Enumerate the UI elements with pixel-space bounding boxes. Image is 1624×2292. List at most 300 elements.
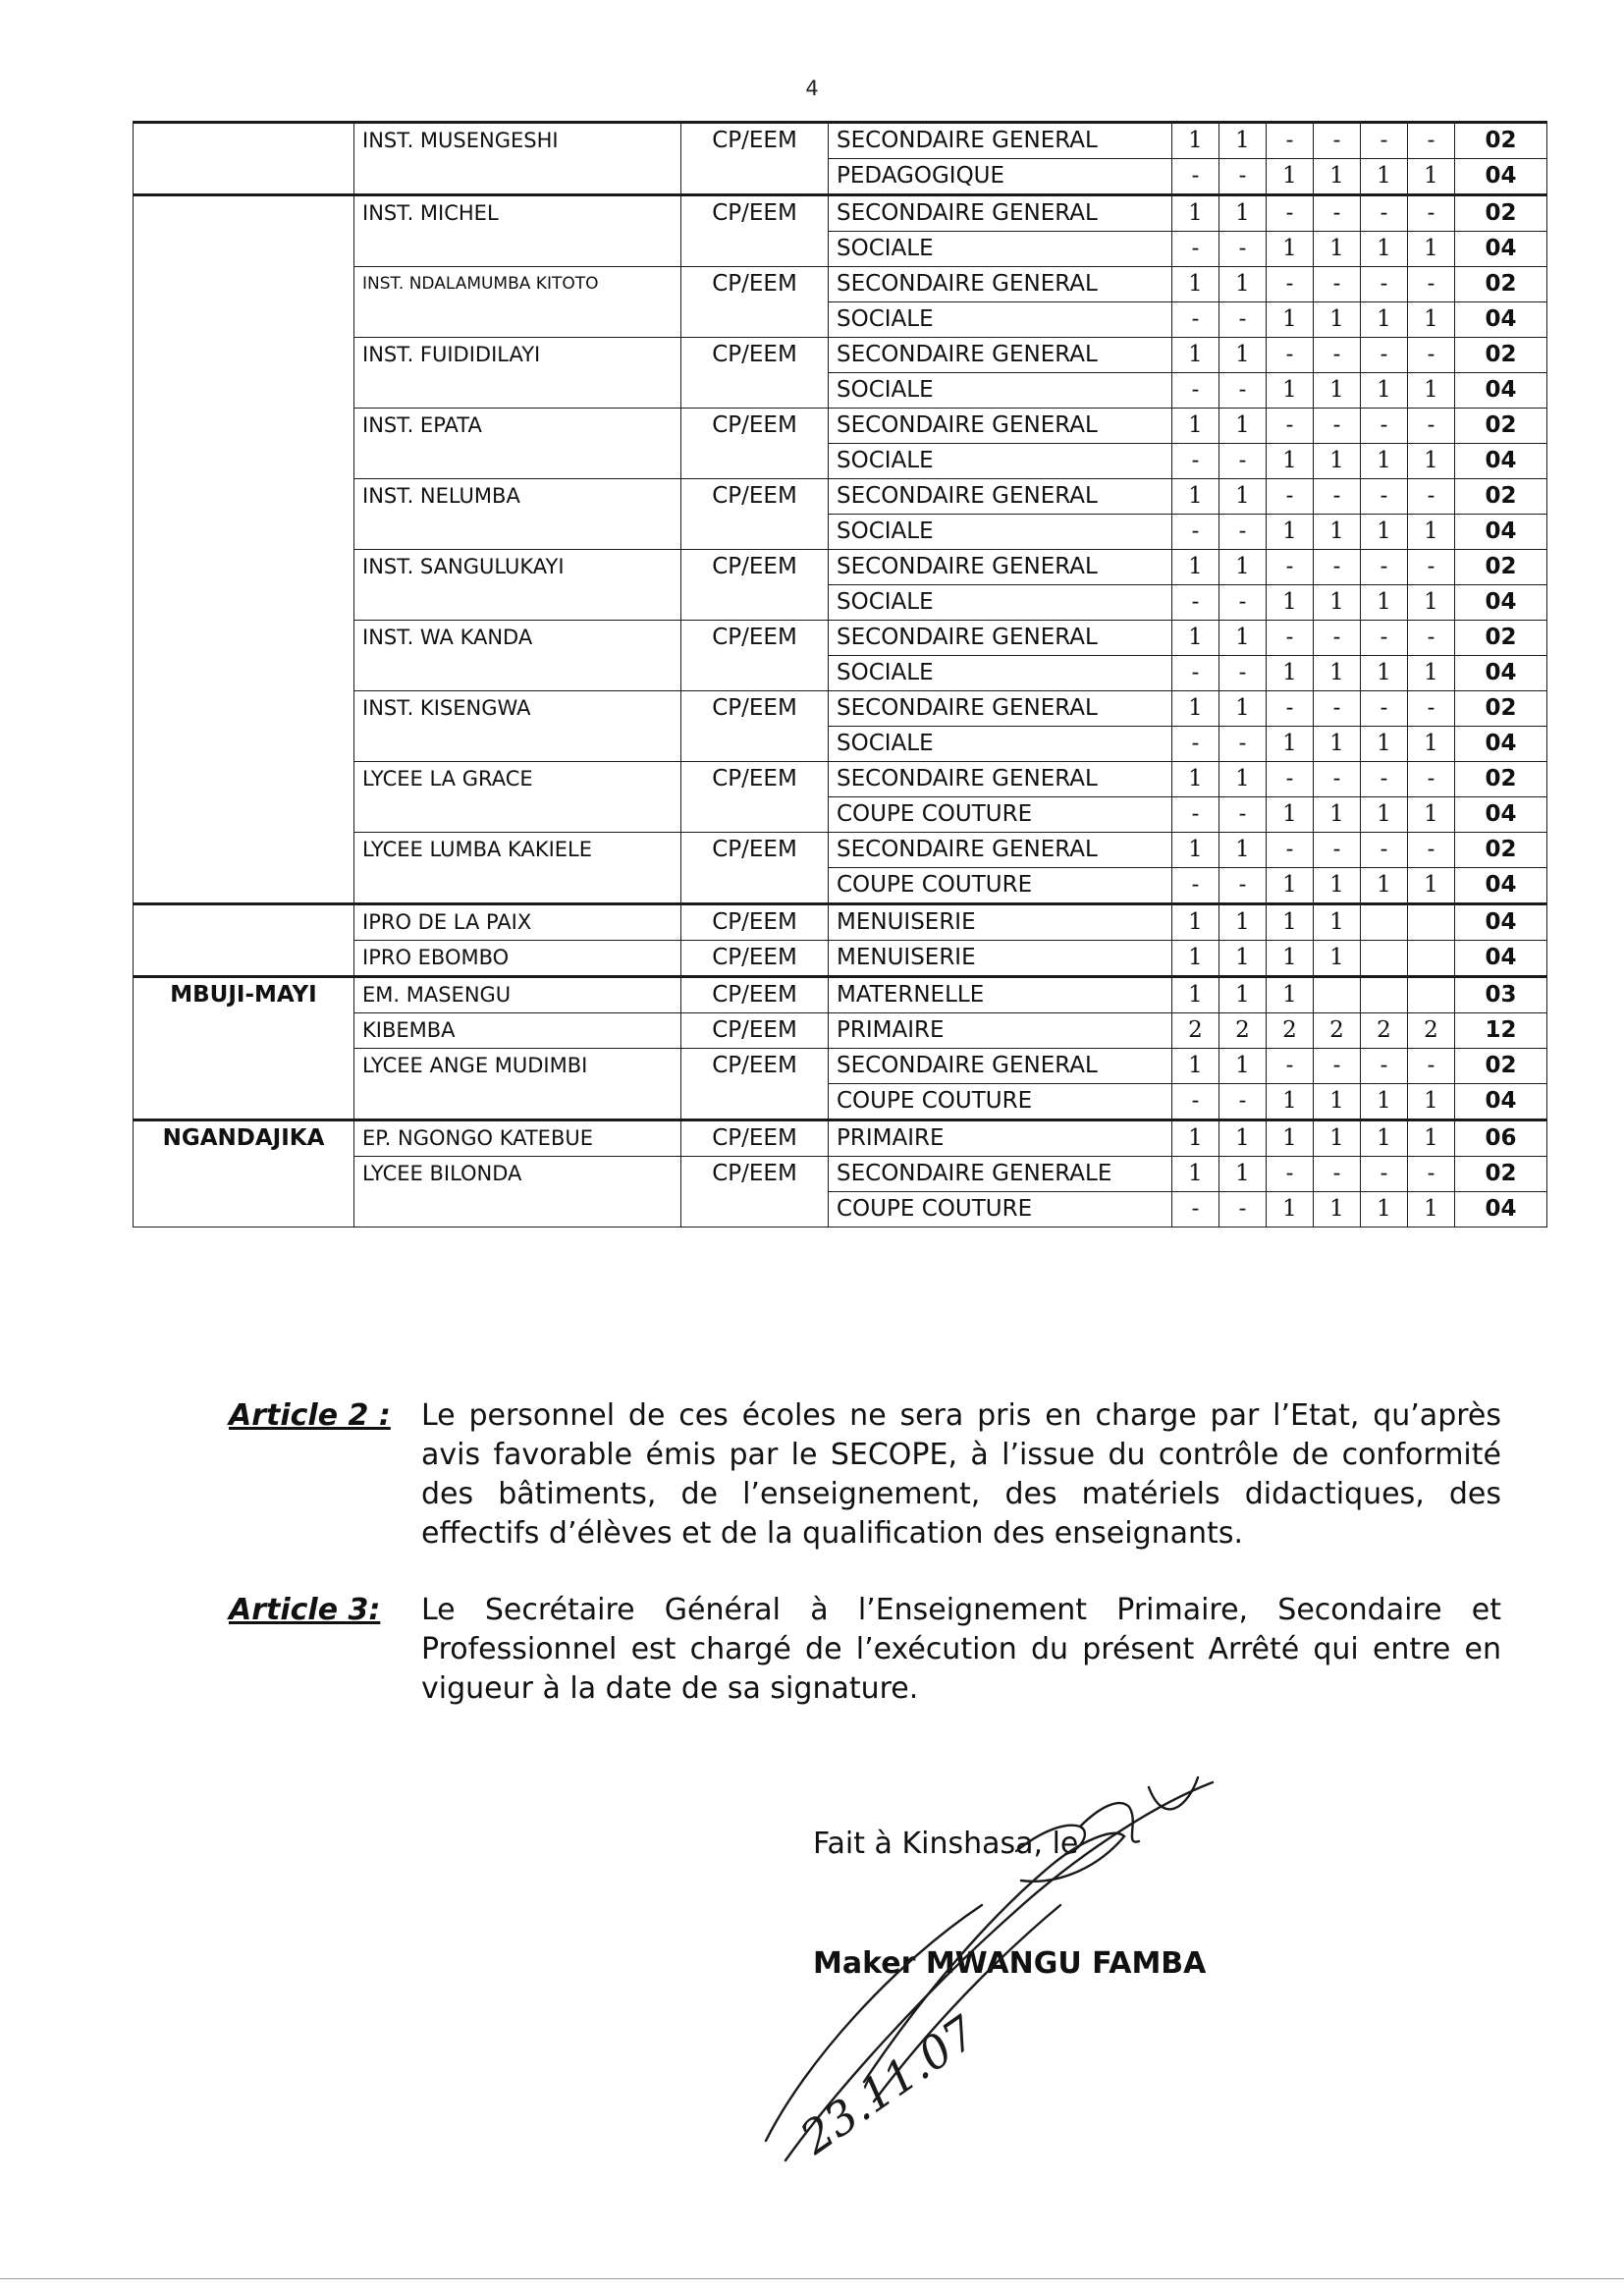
total-cell: 02: [1455, 1157, 1547, 1192]
class-count-cell: -: [1408, 1157, 1455, 1192]
schools-table-body: [134, 123, 1547, 1228]
total-cell: 04: [1455, 797, 1547, 833]
class-count-cell: -: [1219, 373, 1267, 409]
class-count-cell: -: [1314, 1157, 1361, 1192]
class-count-cell: -: [1267, 833, 1314, 868]
class-count-cell: [1314, 977, 1361, 1013]
class-count-cell: 1: [1219, 762, 1267, 797]
regime-cell: CP/EEM: [681, 123, 829, 195]
class-count-cell: -: [1314, 762, 1361, 797]
class-count-cell: 1: [1314, 232, 1361, 267]
total-cell: 02: [1455, 550, 1547, 585]
class-count-cell: 1: [1267, 656, 1314, 691]
option-cell: SECONDAIRE GENERAL: [829, 409, 1172, 444]
class-count-cell: -: [1361, 479, 1408, 515]
option-cell: SECONDAIRE GENERAL: [829, 1049, 1172, 1084]
class-count-cell: 1: [1408, 1120, 1455, 1157]
option-cell: MENUISERIE: [829, 904, 1172, 941]
class-count-cell: 1: [1172, 409, 1219, 444]
class-count-cell: 1: [1314, 159, 1361, 195]
total-cell: 02: [1455, 762, 1547, 797]
option-cell: SOCIALE: [829, 232, 1172, 267]
school-name-cell: EP. NGONGO KATEBUE: [354, 1120, 681, 1157]
class-count-cell: -: [1314, 267, 1361, 302]
class-count-cell: [1408, 904, 1455, 941]
total-cell: 04: [1455, 515, 1547, 550]
class-count-cell: -: [1408, 123, 1455, 159]
class-count-cell: -: [1267, 1049, 1314, 1084]
class-count-cell: -: [1361, 409, 1408, 444]
class-count-cell: -: [1267, 550, 1314, 585]
class-count-cell: 1: [1172, 123, 1219, 159]
option-cell: SECONDAIRE GENERAL: [829, 195, 1172, 232]
class-count-cell: 1: [1172, 195, 1219, 232]
class-count-cell: -: [1172, 1084, 1219, 1120]
option-cell: PRIMAIRE: [829, 1013, 1172, 1049]
handwritten-date: 23.11.07: [790, 2005, 987, 2165]
school-name-cell: INST. SANGULUKAYI: [354, 550, 681, 621]
school-name-cell: LYCEE ANGE MUDIMBI: [354, 1049, 681, 1120]
class-count-cell: -: [1172, 444, 1219, 479]
class-count-cell: 1: [1361, 159, 1408, 195]
class-count-cell: 2: [1314, 1013, 1361, 1049]
school-name-cell: INST. FUIDIDILAYI: [354, 338, 681, 409]
class-count-cell: -: [1219, 797, 1267, 833]
total-cell: 04: [1455, 373, 1547, 409]
signer-name: Maker MWANGU FAMBA: [813, 1946, 1207, 1981]
class-count-cell: -: [1408, 409, 1455, 444]
ville-cell: [134, 123, 354, 195]
option-cell: COUPE COUTURE: [829, 1084, 1172, 1120]
class-count-cell: -: [1219, 727, 1267, 762]
total-cell: 04: [1455, 868, 1547, 904]
class-count-cell: 1: [1267, 444, 1314, 479]
school-name-cell: KIBEMBA: [354, 1013, 681, 1049]
class-count-cell: 1: [1361, 727, 1408, 762]
class-count-cell: [1361, 941, 1408, 977]
class-count-cell: -: [1267, 1157, 1314, 1192]
total-cell: 04: [1455, 1084, 1547, 1120]
total-cell: 02: [1455, 691, 1547, 727]
class-count-cell: -: [1408, 833, 1455, 868]
ville-cell: MBUJI-MAYI: [134, 977, 354, 1120]
regime-cell: CP/EEM: [681, 762, 829, 833]
class-count-cell: -: [1219, 232, 1267, 267]
option-cell: SECONDAIRE GENERALE: [829, 1157, 1172, 1192]
class-count-cell: -: [1361, 1157, 1408, 1192]
school-name-cell: LYCEE LUMBA KAKIELE: [354, 833, 681, 904]
class-count-cell: 1: [1219, 550, 1267, 585]
class-count-cell: 1: [1314, 444, 1361, 479]
option-cell: SOCIALE: [829, 515, 1172, 550]
class-count-cell: 1: [1219, 691, 1267, 727]
class-count-cell: -: [1314, 691, 1361, 727]
option-cell: PEDAGOGIQUE: [829, 159, 1172, 195]
class-count-cell: 1: [1219, 267, 1267, 302]
regime-cell: CP/EEM: [681, 833, 829, 904]
closing-place: Fait à Kinshasa, le: [813, 1827, 1079, 1861]
class-count-cell: -: [1219, 515, 1267, 550]
class-count-cell: 1: [1172, 621, 1219, 656]
class-count-cell: 1: [1267, 515, 1314, 550]
class-count-cell: 1: [1314, 515, 1361, 550]
class-count-cell: 1: [1267, 232, 1314, 267]
article-3-text: Le Secrétaire Général à l’Enseignement Primaire, Secondaire et Professionnel est chargé de l’exécution du présent Arrêté qui entre en vigueur à la date de sa signature.: [421, 1593, 1501, 1706]
option-cell: SECONDAIRE GENERAL: [829, 267, 1172, 302]
class-count-cell: -: [1361, 762, 1408, 797]
total-cell: 04: [1455, 585, 1547, 621]
regime-cell: CP/EEM: [681, 195, 829, 267]
class-count-cell: -: [1172, 232, 1219, 267]
class-count-cell: 1: [1219, 123, 1267, 159]
class-count-cell: 1: [1361, 373, 1408, 409]
class-count-cell: 1: [1172, 267, 1219, 302]
class-count-cell: 1: [1314, 1084, 1361, 1120]
total-cell: 04: [1455, 904, 1547, 941]
class-count-cell: 1: [1361, 1192, 1408, 1228]
class-count-cell: -: [1267, 267, 1314, 302]
class-count-cell: 1: [1361, 656, 1408, 691]
class-count-cell: 1: [1314, 302, 1361, 338]
class-count-cell: 1: [1408, 797, 1455, 833]
class-count-cell: 1: [1267, 727, 1314, 762]
class-count-cell: -: [1267, 195, 1314, 232]
school-name-cell: INST. MUSENGESHI: [354, 123, 681, 195]
class-count-cell: -: [1408, 479, 1455, 515]
class-count-cell: -: [1172, 159, 1219, 195]
option-cell: SECONDAIRE GENERAL: [829, 550, 1172, 585]
class-count-cell: 1: [1314, 904, 1361, 941]
class-count-cell: 2: [1408, 1013, 1455, 1049]
option-cell: SECONDAIRE GENERAL: [829, 621, 1172, 656]
class-count-cell: -: [1361, 621, 1408, 656]
class-count-cell: 1: [1314, 797, 1361, 833]
option-cell: SOCIALE: [829, 373, 1172, 409]
class-count-cell: 1: [1408, 656, 1455, 691]
class-count-cell: 1: [1219, 479, 1267, 515]
class-count-cell: 1: [1267, 904, 1314, 941]
class-count-cell: -: [1408, 621, 1455, 656]
article-3-label: Article 3:: [229, 1593, 381, 1627]
option-cell: SECONDAIRE GENERAL: [829, 479, 1172, 515]
class-count-cell: 1: [1361, 444, 1408, 479]
article-2-label: Article 2 :: [229, 1398, 391, 1433]
class-count-cell: [1361, 977, 1408, 1013]
class-count-cell: 1: [1361, 1120, 1408, 1157]
class-count-cell: 1: [1267, 797, 1314, 833]
class-count-cell: -: [1314, 338, 1361, 373]
class-count-cell: -: [1219, 302, 1267, 338]
option-cell: SECONDAIRE GENERAL: [829, 338, 1172, 373]
option-cell: COUPE COUTURE: [829, 868, 1172, 904]
class-count-cell: -: [1408, 267, 1455, 302]
class-count-cell: -: [1219, 159, 1267, 195]
class-count-cell: 1: [1314, 941, 1361, 977]
total-cell: 02: [1455, 409, 1547, 444]
class-count-cell: 1: [1219, 338, 1267, 373]
article-3: [229, 1591, 1505, 1709]
class-count-cell: 1: [1408, 159, 1455, 195]
class-count-cell: 1: [1361, 302, 1408, 338]
total-cell: 04: [1455, 941, 1547, 977]
class-count-cell: -: [1172, 868, 1219, 904]
class-count-cell: 1: [1361, 1084, 1408, 1120]
option-cell: COUPE COUTURE: [829, 1192, 1172, 1228]
class-count-cell: -: [1172, 727, 1219, 762]
class-count-cell: -: [1267, 762, 1314, 797]
class-count-cell: 1: [1219, 409, 1267, 444]
total-cell: 04: [1455, 656, 1547, 691]
class-count-cell: -: [1361, 550, 1408, 585]
regime-cell: CP/EEM: [681, 977, 829, 1013]
regime-cell: CP/EEM: [681, 1120, 829, 1157]
total-cell: 04: [1455, 1192, 1547, 1228]
class-count-cell: 1: [1314, 585, 1361, 621]
class-count-cell: -: [1408, 550, 1455, 585]
school-name-cell: INST. NELUMBA: [354, 479, 681, 550]
class-count-cell: 1: [1172, 762, 1219, 797]
school-name-cell: IPRO EBOMBO: [354, 941, 681, 977]
class-count-cell: -: [1408, 762, 1455, 797]
class-count-cell: 1: [1267, 585, 1314, 621]
school-name-cell: INST. EPATA: [354, 409, 681, 479]
article-2-text: Le personnel de ces écoles ne sera pris en charge par l’Etat, qu’après avis favorable émis par le SECOPE, à l’issue du contrôle de conformité des bâtiments, de l’enseignement, des matériels didactiques, des effectifs d’élèves et de la qualification des enseignants.: [421, 1398, 1501, 1551]
option-cell: PRIMAIRE: [829, 1120, 1172, 1157]
total-cell: 04: [1455, 302, 1547, 338]
ville-cell: [134, 904, 354, 977]
school-name-cell: LYCEE BILONDA: [354, 1157, 681, 1228]
class-count-cell: 1: [1219, 833, 1267, 868]
class-count-cell: 1: [1267, 977, 1314, 1013]
class-count-cell: -: [1408, 1049, 1455, 1084]
option-cell: SOCIALE: [829, 585, 1172, 621]
class-count-cell: -: [1219, 868, 1267, 904]
class-count-cell: 1: [1172, 338, 1219, 373]
class-count-cell: -: [1361, 338, 1408, 373]
option-cell: MENUISERIE: [829, 941, 1172, 977]
option-cell: SOCIALE: [829, 656, 1172, 691]
regime-cell: CP/EEM: [681, 550, 829, 621]
class-count-cell: -: [1361, 691, 1408, 727]
class-count-cell: 1: [1172, 691, 1219, 727]
class-count-cell: 1: [1314, 727, 1361, 762]
school-name-cell: LYCEE LA GRACE: [354, 762, 681, 833]
class-count-cell: [1408, 977, 1455, 1013]
class-count-cell: 1: [1361, 868, 1408, 904]
school-name-cell: IPRO DE LA PAIX: [354, 904, 681, 941]
class-count-cell: 1: [1408, 373, 1455, 409]
class-count-cell: -: [1314, 479, 1361, 515]
class-count-cell: -: [1314, 123, 1361, 159]
regime-cell: CP/EEM: [681, 267, 829, 338]
class-count-cell: 1: [1219, 977, 1267, 1013]
class-count-cell: -: [1408, 195, 1455, 232]
regime-cell: CP/EEM: [681, 1157, 829, 1228]
class-count-cell: 1: [1267, 159, 1314, 195]
class-count-cell: -: [1219, 444, 1267, 479]
class-count-cell: -: [1172, 656, 1219, 691]
class-count-cell: -: [1172, 585, 1219, 621]
class-count-cell: 1: [1172, 550, 1219, 585]
class-count-cell: 1: [1314, 868, 1361, 904]
class-count-cell: 1: [1408, 585, 1455, 621]
class-count-cell: -: [1172, 515, 1219, 550]
class-count-cell: 1: [1219, 904, 1267, 941]
class-count-cell: 1: [1172, 1157, 1219, 1192]
total-cell: 12: [1455, 1013, 1547, 1049]
table-row: [134, 977, 1547, 1013]
option-cell: SOCIALE: [829, 302, 1172, 338]
class-count-cell: 1: [1267, 1120, 1314, 1157]
total-cell: 02: [1455, 195, 1547, 232]
class-count-cell: 1: [1361, 515, 1408, 550]
school-name-cell: INST. NDALAMUMBA KITOTO: [354, 267, 681, 338]
class-count-cell: -: [1361, 1049, 1408, 1084]
total-cell: 04: [1455, 232, 1547, 267]
class-count-cell: 1: [1408, 1084, 1455, 1120]
option-cell: COUPE COUTURE: [829, 797, 1172, 833]
class-count-cell: 1: [1314, 1192, 1361, 1228]
option-cell: SOCIALE: [829, 444, 1172, 479]
article-2: [229, 1396, 1505, 1554]
class-count-cell: -: [1172, 373, 1219, 409]
class-count-cell: 1: [1219, 621, 1267, 656]
handwritten-signature: [727, 1768, 1237, 2180]
class-count-cell: -: [1314, 621, 1361, 656]
total-cell: 02: [1455, 123, 1547, 159]
class-count-cell: 1: [1172, 479, 1219, 515]
class-count-cell: -: [1361, 833, 1408, 868]
class-count-cell: -: [1314, 409, 1361, 444]
regime-cell: CP/EEM: [681, 904, 829, 941]
class-count-cell: -: [1172, 797, 1219, 833]
class-count-cell: 1: [1267, 941, 1314, 977]
class-count-cell: 1: [1172, 941, 1219, 977]
ville-cell: [134, 195, 354, 904]
class-count-cell: 1: [1219, 1120, 1267, 1157]
class-count-cell: 1: [1219, 1157, 1267, 1192]
regime-cell: CP/EEM: [681, 409, 829, 479]
class-count-cell: -: [1314, 1049, 1361, 1084]
class-count-cell: -: [1314, 195, 1361, 232]
page-number: 4: [805, 77, 819, 100]
total-cell: 03: [1455, 977, 1547, 1013]
schools-table: [133, 121, 1547, 1228]
class-count-cell: 1: [1172, 833, 1219, 868]
class-count-cell: -: [1267, 621, 1314, 656]
class-count-cell: 1: [1408, 1192, 1455, 1228]
class-count-cell: 1: [1314, 373, 1361, 409]
regime-cell: CP/EEM: [681, 338, 829, 409]
option-cell: SECONDAIRE GENERAL: [829, 691, 1172, 727]
total-cell: 02: [1455, 621, 1547, 656]
total-cell: 04: [1455, 159, 1547, 195]
class-count-cell: 1: [1314, 1120, 1361, 1157]
class-count-cell: 1: [1408, 302, 1455, 338]
class-count-cell: -: [1219, 585, 1267, 621]
table-row: [134, 904, 1547, 941]
regime-cell: CP/EEM: [681, 479, 829, 550]
regime-cell: CP/EEM: [681, 621, 829, 691]
class-count-cell: -: [1361, 267, 1408, 302]
class-count-cell: 1: [1408, 444, 1455, 479]
school-name-cell: INST. MICHEL: [354, 195, 681, 267]
table-row: [134, 123, 1547, 159]
class-count-cell: 1: [1267, 373, 1314, 409]
option-cell: SECONDAIRE GENERAL: [829, 833, 1172, 868]
class-count-cell: -: [1408, 338, 1455, 373]
class-count-cell: -: [1314, 550, 1361, 585]
class-count-cell: 1: [1219, 1049, 1267, 1084]
regime-cell: CP/EEM: [681, 941, 829, 977]
class-count-cell: -: [1219, 1192, 1267, 1228]
total-cell: 04: [1455, 444, 1547, 479]
regime-cell: CP/EEM: [681, 1049, 829, 1120]
class-count-cell: -: [1361, 195, 1408, 232]
class-count-cell: 1: [1361, 232, 1408, 267]
class-count-cell: 1: [1267, 1192, 1314, 1228]
ville-cell: NGANDAJIKA: [134, 1120, 354, 1228]
class-count-cell: 2: [1361, 1013, 1408, 1049]
school-name-cell: INST. KISENGWA: [354, 691, 681, 762]
option-cell: SOCIALE: [829, 727, 1172, 762]
class-count-cell: [1408, 941, 1455, 977]
class-count-cell: -: [1408, 691, 1455, 727]
class-count-cell: -: [1267, 409, 1314, 444]
class-count-cell: 1: [1361, 797, 1408, 833]
class-count-cell: -: [1267, 691, 1314, 727]
class-count-cell: 1: [1172, 1120, 1219, 1157]
class-count-cell: -: [1219, 1084, 1267, 1120]
class-count-cell: 1: [1267, 1084, 1314, 1120]
class-count-cell: -: [1267, 123, 1314, 159]
table-row: [134, 195, 1547, 232]
class-count-cell: -: [1172, 1192, 1219, 1228]
total-cell: 02: [1455, 338, 1547, 373]
total-cell: 02: [1455, 479, 1547, 515]
class-count-cell: -: [1219, 656, 1267, 691]
class-count-cell: 1: [1408, 868, 1455, 904]
class-count-cell: 2: [1219, 1013, 1267, 1049]
class-count-cell: 1: [1267, 868, 1314, 904]
total-cell: 02: [1455, 1049, 1547, 1084]
class-count-cell: 1: [1172, 1049, 1219, 1084]
school-name-cell: EM. MASENGU: [354, 977, 681, 1013]
class-count-cell: 1: [1408, 727, 1455, 762]
class-count-cell: 1: [1267, 302, 1314, 338]
class-count-cell: 1: [1219, 195, 1267, 232]
class-count-cell: -: [1172, 302, 1219, 338]
class-count-cell: -: [1267, 338, 1314, 373]
class-count-cell: 1: [1172, 977, 1219, 1013]
class-count-cell: 2: [1172, 1013, 1219, 1049]
class-count-cell: 1: [1172, 904, 1219, 941]
class-count-cell: 1: [1408, 232, 1455, 267]
total-cell: 04: [1455, 727, 1547, 762]
table-row: [134, 1120, 1547, 1157]
class-count-cell: -: [1361, 123, 1408, 159]
total-cell: 06: [1455, 1120, 1547, 1157]
total-cell: 02: [1455, 833, 1547, 868]
class-count-cell: 1: [1314, 656, 1361, 691]
option-cell: SECONDAIRE GENERAL: [829, 762, 1172, 797]
class-count-cell: -: [1314, 833, 1361, 868]
school-name-cell: INST. WA KANDA: [354, 621, 681, 691]
class-count-cell: [1361, 904, 1408, 941]
class-count-cell: 1: [1361, 585, 1408, 621]
option-cell: MATERNELLE: [829, 977, 1172, 1013]
class-count-cell: 1: [1408, 515, 1455, 550]
